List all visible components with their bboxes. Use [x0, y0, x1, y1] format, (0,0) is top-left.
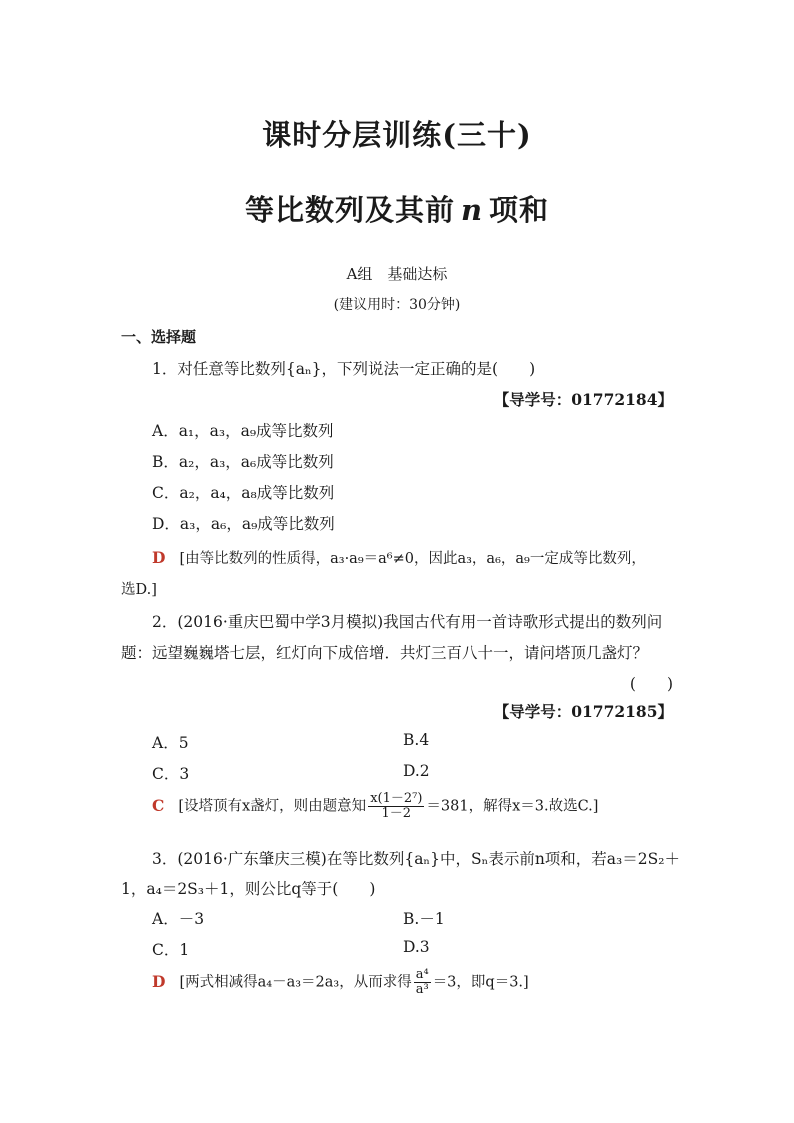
fraction-denominator: 1－2: [381, 806, 412, 821]
question-2-option-b: B.4: [403, 731, 430, 749]
question-3-option-b: B.－1: [403, 910, 445, 928]
question-1-option-a: A．a₁，a₃，a₉成等比数列: [152, 422, 334, 440]
question-2-line1: 2．(2016·重庆巴蜀中学3月模拟)我国古代有用一首诗歌形式提出的数列问: [152, 613, 663, 631]
page-title: 课时分层训练(三十): [262, 118, 532, 152]
group-label: A组 基础达标: [346, 265, 448, 283]
question-1-stem: 1．对任意等比数列{aₙ}，下列说法一定正确的是( ): [152, 360, 536, 378]
question-3-option-d: D.3: [403, 938, 430, 956]
subtitle-var: n: [460, 193, 484, 227]
subtitle-pre: 等比数列及其前: [244, 193, 455, 227]
question-3-option-c: C．1: [152, 941, 190, 959]
answer-letter: C: [152, 795, 165, 815]
fraction-numerator: a⁴: [415, 967, 429, 982]
question-1-option-d: D．a₃，a₆，a₉成等比数列: [152, 515, 335, 533]
section-heading: 一、选择题: [121, 328, 197, 346]
question-2-option-d: D.2: [403, 762, 430, 780]
fraction-numerator: x(1－2⁷): [370, 791, 423, 806]
question-1-ref: 【导学号：01772184】: [493, 390, 673, 409]
question-2-paren: ( ): [629, 675, 673, 693]
fraction-denominator: a³: [415, 982, 429, 997]
answer-fraction: [368, 792, 424, 821]
answer-text-pre: [两式相减得a₄－a₃＝2a₃，从而求得: [179, 974, 412, 991]
answer-text-pre: [设塔顶有x盏灯，则由题意知: [178, 798, 367, 815]
question-2-answer: [152, 792, 598, 821]
subtitle-post: 项和: [489, 193, 550, 227]
question-2-line2: 题：远望巍巍塔七层，红灯向下成倍增．共灯三百八十一，请问塔顶几盏灯？: [121, 644, 649, 662]
question-1-answer: [152, 547, 646, 568]
time-suggestion: (建议用时：30分钟): [333, 297, 461, 313]
question-1-option-b: B．a₂，a₃，a₆成等比数列: [152, 453, 334, 471]
question-3-answer: [152, 968, 529, 997]
question-3-option-a: A．－3: [152, 910, 205, 928]
answer-letter: D: [152, 971, 166, 991]
question-2-option-c: C．3: [152, 765, 190, 783]
question-2-option-a: A．5: [152, 734, 189, 752]
answer-letter: D: [152, 548, 166, 567]
question-3-line2: 1，a₄＝2S₃＋1，则公比q等于( ): [121, 880, 376, 898]
question-1-option-c: C．a₂，a₄，a₈成等比数列: [152, 484, 335, 502]
answer-text-post: ＝3，即q＝3.]: [432, 974, 529, 991]
answer-text-post: ＝381，解得x＝3.故选C.]: [426, 798, 599, 815]
page-subtitle: [0, 188, 794, 229]
answer-text: [由等比数列的性质得，a₃·a₉＝a⁶≠0，因此a₃，a₆，a₉一定成等比数列，: [179, 551, 646, 567]
answer-fraction: [414, 968, 431, 997]
question-2-ref: 【导学号：01772185】: [493, 702, 673, 721]
question-1-answer-cont: 选D.]: [121, 582, 157, 598]
question-3-line1: 3．(2016·广东肇庆三模)在等比数列{aₙ}中，Sₙ表示前n项和，若a₃＝2S₂＋: [152, 850, 680, 868]
